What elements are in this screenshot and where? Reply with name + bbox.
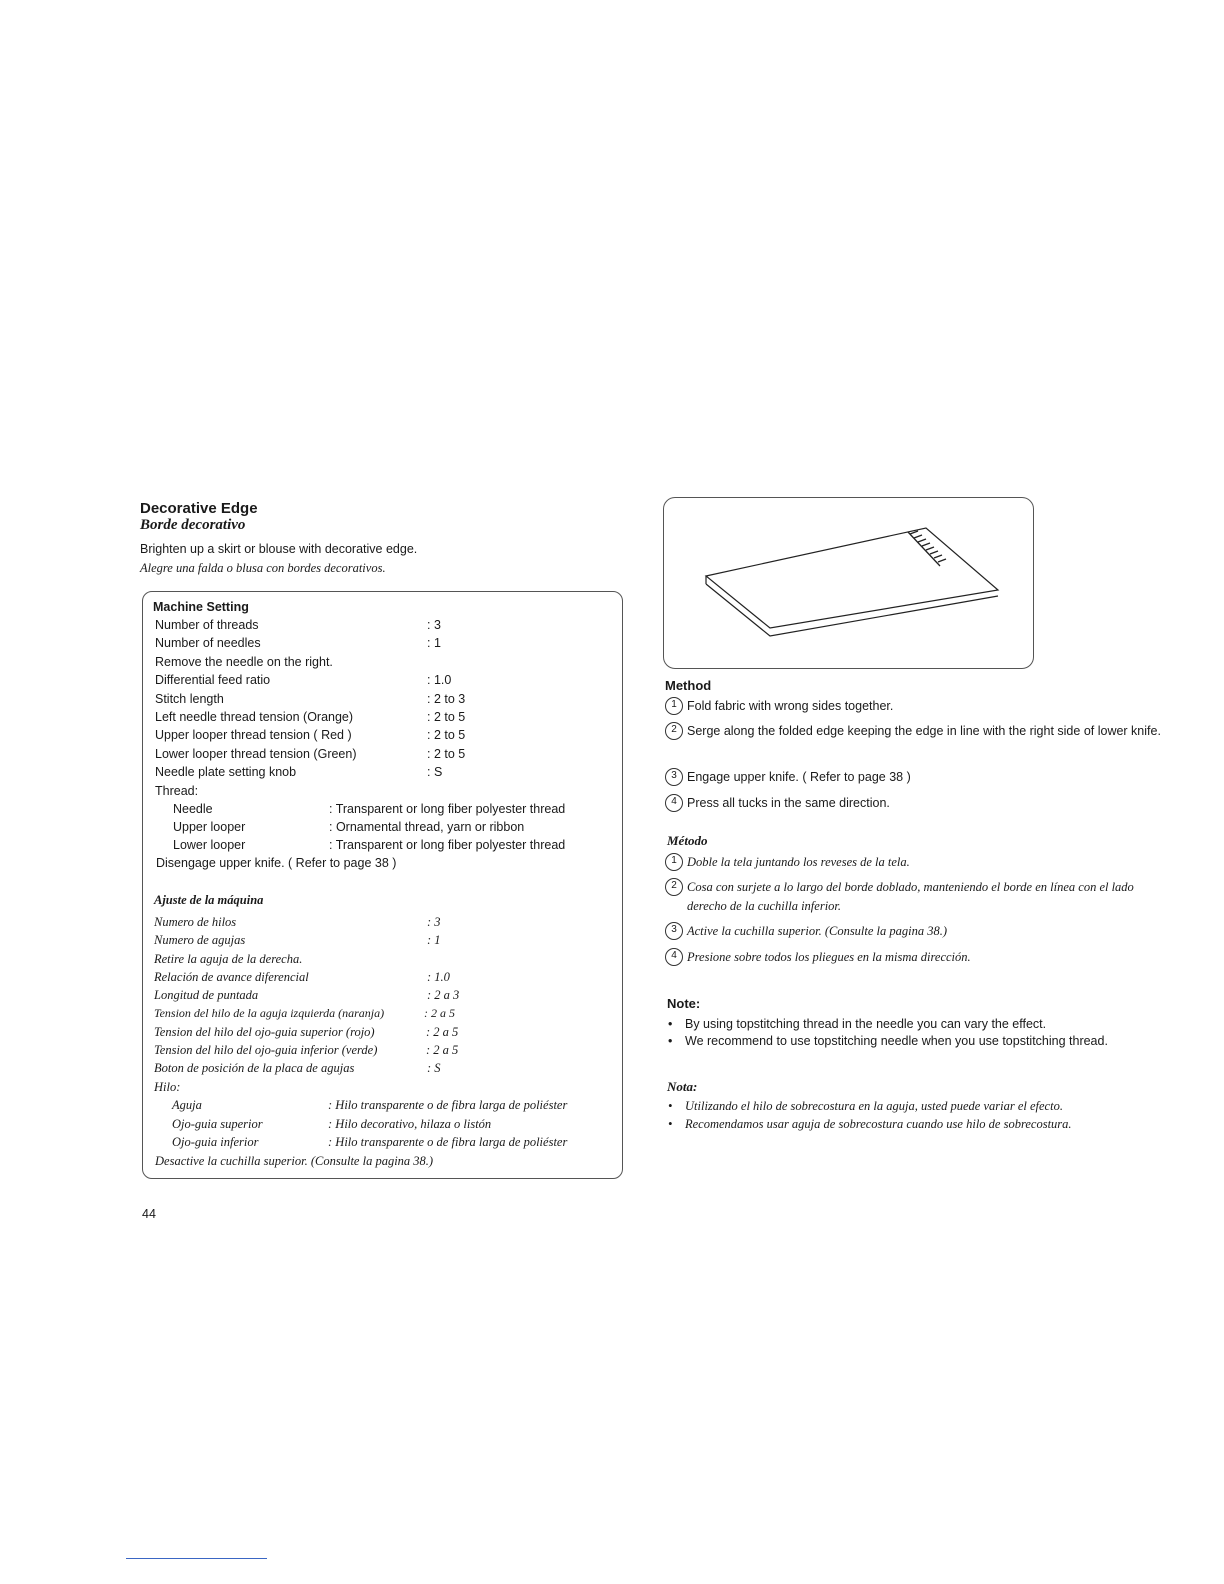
setting-value: : 2 to 5: [427, 747, 466, 761]
setting-label: Tension del hilo de la aguja izquierda (naranja): [154, 1006, 385, 1020]
bullet-icon: •: [668, 1117, 673, 1131]
note-text: We recommend to use topstitching needle when you use topstitching thread.: [685, 1034, 1108, 1048]
method-step: [665, 697, 1175, 716]
setting-label: Boton de posición de la placa de agujas: [154, 1061, 355, 1075]
note-item: [668, 1017, 1046, 1031]
setting-label: Differential feed ratio: [155, 673, 271, 687]
setting-label: Numero de agujas: [154, 933, 246, 947]
setting-label: Tension del hilo del ojo-guia inferior (verde): [154, 1043, 378, 1057]
note-heading-spanish: Nota:: [667, 1079, 698, 1094]
thread-label: Ojo-guia inferior: [172, 1135, 259, 1149]
step-text: Doble la tela juntando los reveses de la tela.: [687, 855, 910, 869]
machine-setting-heading: Machine Setting: [153, 600, 249, 614]
thread-value: : Transparent or long fiber polyester thread: [329, 838, 566, 852]
note-text: Utilizando el hilo de sobrecostura en la aguja, usted puede variar el efecto.: [685, 1099, 1063, 1113]
illustration-box: [663, 497, 1034, 669]
step-text: Presione sobre todos los pliegues en la misma dirección.: [687, 950, 971, 964]
setting-value: : 3: [427, 915, 441, 929]
setting-value: : 2 a 5: [426, 1043, 459, 1057]
step-number: 2: [665, 722, 683, 740]
intro-text-spanish: Alegre una falda o blusa con bordes decorativos.: [140, 561, 386, 575]
page-number: 44: [142, 1207, 156, 1221]
setting-label: Relación de avance diferencial: [154, 970, 309, 984]
setting-label: Thread:: [155, 784, 199, 798]
step-number: 2: [665, 878, 683, 896]
method-step: [665, 722, 1175, 741]
step-number: 1: [665, 853, 683, 871]
setting-value: : 2 to 5: [427, 728, 466, 742]
setting-label: Tension del hilo del ojo-guia superior (rojo): [154, 1025, 375, 1039]
thread-value: : Transparent or long fiber polyester thread: [329, 802, 566, 816]
thread-value: : Hilo transparente o de fibra larga de poliéster: [328, 1098, 568, 1112]
bullet-icon: •: [668, 1017, 673, 1031]
note-item-spanish: [668, 1117, 1072, 1132]
thread-value: : Hilo transparente o de fibra larga de poliéster: [328, 1135, 568, 1149]
bullet-icon: •: [668, 1034, 673, 1048]
step-number: 1: [665, 697, 683, 715]
step-text: Active la cuchilla superior. (Consulte la pagina 38.): [687, 924, 948, 938]
setting-value: : 2 to 5: [427, 710, 466, 724]
setting-value: : 2 to 3: [427, 692, 466, 706]
thread-label: Needle: [173, 802, 213, 816]
note-heading: Note:: [667, 996, 701, 1011]
setting-value: : 1: [427, 636, 441, 650]
setting-value: : 1: [427, 933, 441, 947]
method-step: [665, 768, 1175, 787]
setting-value: : 2 a 5: [424, 1006, 455, 1020]
step-text: Cosa con surjete a lo largo del borde doblado, manteniendo el borde en línea con el lado derecho de la cuchilla inferior.: [687, 880, 1134, 913]
thread-value: : Ornamental thread, yarn or ribbon: [329, 820, 525, 834]
thread-label: Ojo-guia superior: [172, 1117, 263, 1131]
method-heading-spanish: Método: [667, 833, 708, 848]
setting-label: Numero de hilos: [154, 915, 237, 929]
step-number: 4: [665, 794, 683, 812]
setting-label: Number of threads: [155, 618, 259, 632]
step-text: Press all tucks in the same direction.: [687, 796, 890, 810]
setting-label: Upper looper thread tension ( Red ): [155, 728, 352, 742]
setting-value: : 2 a 3: [427, 988, 460, 1002]
step-number: 4: [665, 948, 683, 966]
note-text: By using topstitching thread in the needle you can vary the effect.: [685, 1017, 1047, 1031]
section-title: Decorative Edge: [140, 500, 258, 517]
setting-label: Number of needles: [155, 636, 261, 650]
method-heading: Method: [665, 678, 712, 693]
thread-value: : Hilo decorativo, hilaza o listón: [328, 1117, 492, 1131]
note-item: [668, 1034, 1108, 1048]
section-title-spanish: Borde decorativo: [140, 517, 246, 533]
thread-label: Upper looper: [173, 820, 246, 834]
step-number: 3: [665, 768, 683, 786]
step-number: 3: [665, 922, 683, 940]
bullet-icon: •: [668, 1099, 673, 1113]
method-step-spanish: [665, 853, 1175, 872]
setting-value: : S: [427, 765, 443, 779]
setting-label: Retire la aguja de la derecha.: [154, 952, 303, 966]
thread-label: Lower looper: [173, 838, 246, 852]
machine-setting-heading-spanish: Ajuste de la máquina: [154, 893, 264, 907]
setting-value: : S: [427, 1061, 441, 1075]
setting-label: Remove the needle on the right.: [155, 655, 333, 669]
note-text: Recomendamos usar aguja de sobrecostura cuando use hilo de sobrecostura.: [685, 1117, 1072, 1131]
thread-label: Aguja: [172, 1098, 202, 1112]
setting-value: : 1.0: [427, 970, 450, 984]
setting-value: : 3: [427, 618, 441, 632]
step-text: Serge along the folded edge keeping the edge in line with the right side of lower knife.: [687, 724, 1161, 738]
intro-text: Brighten up a skirt or blouse with decorative edge.: [140, 542, 418, 556]
setting-label: Longitud de puntada: [154, 988, 259, 1002]
note-item-spanish: [668, 1099, 1063, 1114]
settings-footer-spanish: Desactive la cuchilla superior. (Consulte la pagina 38.): [155, 1154, 434, 1168]
folded-fabric-illustration: [664, 498, 1033, 668]
setting-label: Needle plate setting knob: [155, 765, 297, 779]
settings-footer: Disengage upper knife. ( Refer to page 38 ): [156, 856, 397, 870]
footer-rule: [126, 1558, 267, 1559]
setting-label: Hilo:: [154, 1080, 181, 1094]
setting-label: Left needle thread tension (Orange): [155, 710, 354, 724]
step-text: Fold fabric with wrong sides together.: [687, 699, 894, 713]
method-step-spanish: [665, 878, 1175, 916]
setting-value: : 1.0: [427, 673, 452, 687]
method-step-spanish: [665, 948, 1175, 967]
method-step-spanish: [665, 922, 1175, 941]
step-text: Engage upper knife. ( Refer to page 38 ): [687, 770, 911, 784]
setting-label: Lower looper thread tension (Green): [155, 747, 357, 761]
setting-value: : 2 a 5: [426, 1025, 459, 1039]
method-step: [665, 794, 1175, 813]
setting-label: Stitch length: [155, 692, 224, 706]
